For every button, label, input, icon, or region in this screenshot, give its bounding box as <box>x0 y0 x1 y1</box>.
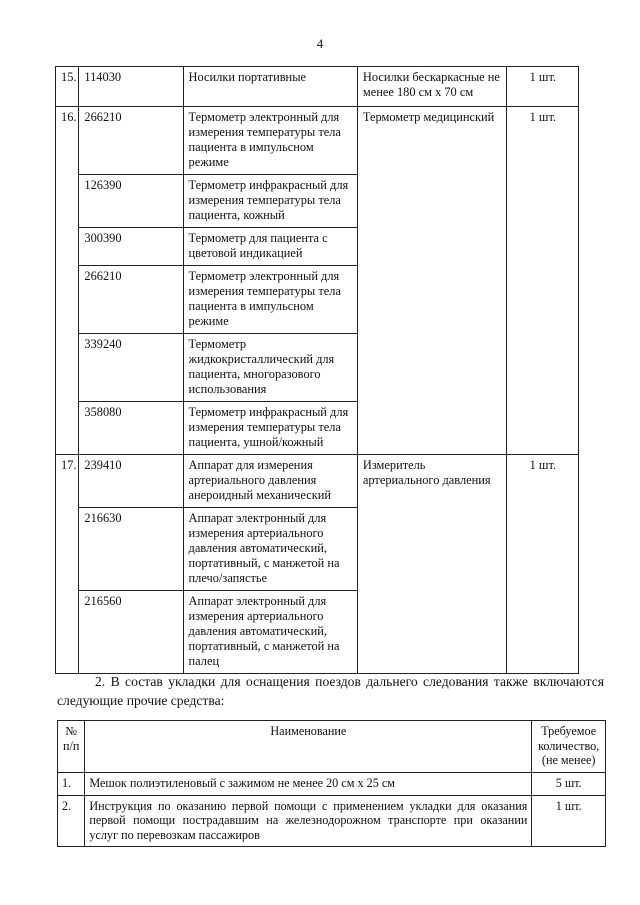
header-name: Наименование <box>85 721 532 773</box>
product-code: 266210 <box>79 266 183 334</box>
product-name: Термометр электронный для измерения температуры тела пациента в импульсном режиме <box>183 266 357 334</box>
product-name: Носилки портативные <box>183 67 357 107</box>
product-name: Аппарат для измерения артериального давления анероидный механический <box>183 455 357 508</box>
product-code: 126390 <box>79 175 183 228</box>
item-name: Мешок полиэтиленовый с зажимом не менее 20 см х 25 см <box>85 773 532 796</box>
table-row <box>56 107 579 175</box>
row-number: 17. <box>56 455 79 674</box>
product-code: 339240 <box>79 334 183 402</box>
item-qty: 1 шт. <box>532 795 606 847</box>
supplies-table <box>57 720 606 847</box>
quantity: 1 шт. <box>506 107 578 455</box>
item-qty: 5 шт. <box>532 773 606 796</box>
item-name: Инструкция по оказанию первой помощи с применением укладки для оказания первой помощи пострадавшим на железнодорожном транспорте при оказании услуг по перевозкам пассажиров <box>85 795 532 847</box>
product-name: Термометр для пациента с цветовой индикацией <box>183 228 357 266</box>
table-row <box>58 773 606 796</box>
section-paragraph: 2. В состав укладки для оснащения поездов дальнего следования также включаются следующие прочие средства: <box>57 674 604 708</box>
product-code: 239410 <box>79 455 183 508</box>
equipment-table <box>55 66 579 674</box>
quantity: 1 шт. <box>506 455 578 674</box>
row-number: 2. <box>58 795 85 847</box>
product-name: Термометр инфракрасный для измерения температуры тела пациента, кожный <box>183 175 357 228</box>
product-code: 266210 <box>79 107 183 175</box>
table-header-row <box>58 721 606 773</box>
page-number: 4 <box>316 36 324 51</box>
table-row <box>58 795 606 847</box>
quantity: 1 шт. <box>506 67 578 107</box>
row-number: 15. <box>56 67 79 107</box>
table-row <box>56 455 579 508</box>
requirement: Термометр медицинский <box>357 107 506 455</box>
product-name: Аппарат электронный для измерения артериального давления автоматический, портативный, с манжетой на плечо/запястье <box>183 508 357 591</box>
header-qty: Требуемое количество, (не менее) <box>532 721 606 773</box>
product-code: 114030 <box>79 67 183 107</box>
header-num: № п/п <box>58 721 85 773</box>
product-name: Термометр жидкокристаллический для пациента, многоразового использования <box>183 334 357 402</box>
product-name: Аппарат электронный для измерения артериального давления автоматический, портативный, с манжетой на палец <box>183 591 357 674</box>
product-name: Термометр инфракрасный для измерения температуры тела пациента, ушной/кожный <box>183 402 357 455</box>
requirement: Носилки бескаркасные не менее 180 см х 70 см <box>357 67 506 107</box>
row-number: 16. <box>56 107 79 455</box>
requirement: Измеритель артериального давления <box>357 455 506 674</box>
product-code: 300390 <box>79 228 183 266</box>
table-row <box>56 67 579 107</box>
row-number: 1. <box>58 773 85 796</box>
product-name: Термометр электронный для измерения температуры тела пациента в импульсном режиме <box>183 107 357 175</box>
product-code: 216630 <box>79 508 183 591</box>
product-code: 216560 <box>79 591 183 674</box>
product-code: 358080 <box>79 402 183 455</box>
